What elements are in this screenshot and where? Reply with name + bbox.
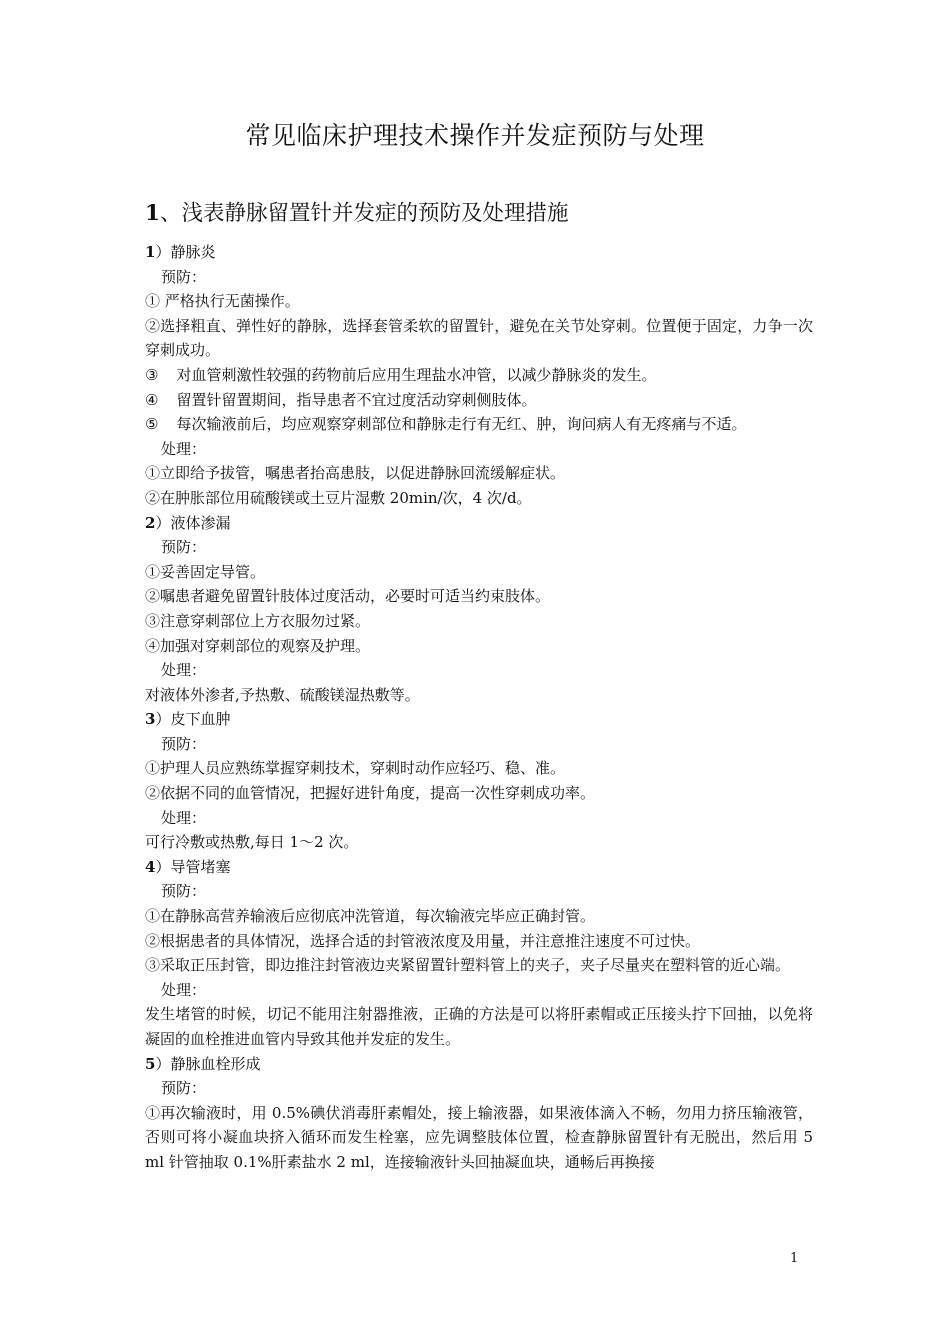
list-item: 发生堵管的时候，切记不能用注射器推液，正确的方法是可以将肝素帽或正压接头拧下回抽，以免将凝固的血栓推进血管内导致其他并发症的发生。 [145, 1005, 813, 1048]
list-item: ①在静脉高营养输液后应彻底冲洗管道，每次输液完毕应正确封管。 [145, 907, 596, 926]
list-item: ③注意穿刺部位上方衣服勿过紧。 [145, 611, 371, 630]
prevention-label: 预防： [161, 734, 207, 753]
treatment-label: 处理： [161, 661, 207, 680]
list-item: ④加强对穿刺部位的观察及护理。 [145, 636, 371, 655]
list-item: ①护理人员应熟练掌握穿刺技术，穿刺时动作应轻巧、稳、准。 [145, 759, 566, 778]
list-item: ①再次输液时，用 0.5%碘伏消毒肝素帽处，接上输液器，如果液体滴入不畅，勿用力挤压输液管，否则可将小凝血块挤入循环而发生栓塞，应先调整肢体位置，检查静脉留置针有无脱出，然后用 5 ml 针管抽取 0.1%肝素盐水 2 ml，连接输液针头回抽凝血块，通畅后再换接 [145, 1103, 813, 1171]
subsection-heading: 3）皮下血肿 [145, 710, 231, 729]
prevention-label: 预防： [161, 538, 207, 557]
subsection-heading: 1）静脉炎 [145, 243, 216, 261]
list-item: ③ 对血管刺激性较强的药物前后应用生理盐水冲管，以减少静脉炎的发生。 [145, 365, 657, 384]
subsection-heading: 4）导管堵塞 [145, 857, 231, 876]
document-title: 常见临床护理技术操作并发症预防与处理 [245, 121, 705, 150]
list-item: ②在肿胀部位用硫酸镁或土豆片湿敷 20min/次，4 次/d。 [145, 488, 532, 507]
list-item: 可行冷敷或热敷,每日 1～2 次。 [145, 833, 359, 852]
prevention-label: 预防： [161, 882, 207, 901]
subsection-heading: 5）静脉血栓形成 [145, 1054, 261, 1073]
list-item: 对液体外渗者,予热敷、硫酸镁湿热敷等。 [145, 685, 420, 704]
list-item: ②选择粗直、弹性好的静脉，选择套管柔软的留置针，避免在关节处穿刺。位置便于固定，力争一次穿刺成功。 [145, 316, 813, 360]
list-item: ④ 留置针留置期间，指导患者不宜过度活动穿刺侧肢体。 [145, 390, 537, 409]
list-item: ②依据不同的血管情况，把握好进针角度，提高一次性穿刺成功率。 [145, 784, 596, 803]
prevention-label: 预防： [161, 1079, 207, 1098]
subsection-heading: 2）液体渗漏 [145, 513, 231, 532]
list-item: ① 严格执行无菌操作。 [145, 292, 300, 311]
prevention-label: 预防： [161, 267, 207, 286]
list-item: ②嘱患者避免留置针肢体过度活动，必要时可适当约束肢体。 [145, 587, 551, 606]
list-item: ⑤ 每次输液前后，均应观察穿刺部位和静脉走行有无红、肿，询问病人有无疼痛与不适。 [145, 415, 747, 434]
treatment-label: 处理： [161, 439, 207, 458]
list-item: ①立即给予拔管，嘱患者抬高患肢，以促进静脉回流缓解症状。 [145, 464, 566, 483]
treatment-label: 处理： [161, 980, 207, 999]
list-item: ①妥善固定导管。 [145, 562, 266, 581]
page-number: 1 [790, 1251, 799, 1266]
list-item: ②根据患者的具体情况，选择合适的封管液浓度及用量，并注意推注速度不可过快。 [145, 931, 701, 950]
section-number: 1 [145, 201, 160, 226]
document-body [145, 240, 813, 1175]
section-title: 、浅表静脉留置针并发症的预防及处理措施 [159, 201, 569, 226]
list-item: ③采取正压封管，即边推注封管液边夹紧留置针塑料管上的夹子，夹子尽量夹在塑料管的近心端。 [145, 956, 791, 975]
treatment-label: 处理： [161, 808, 207, 827]
section-heading [145, 196, 568, 227]
